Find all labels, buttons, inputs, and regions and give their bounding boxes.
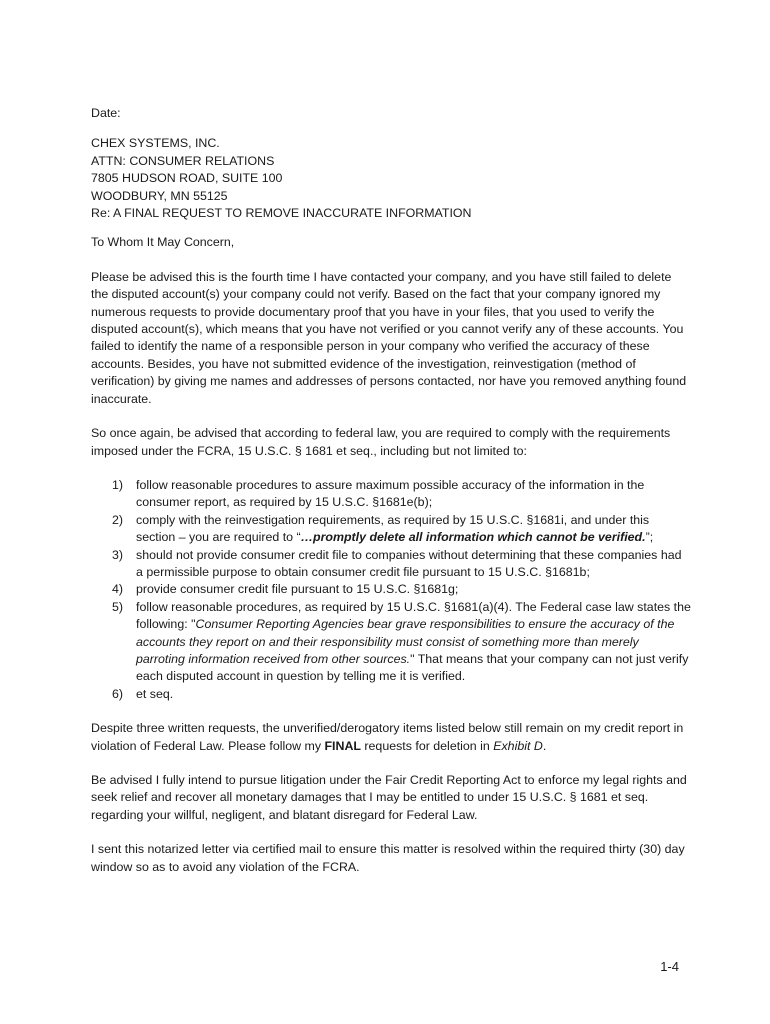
list-item-number: 3) [112, 547, 124, 562]
list-item-text: follow reasonable procedures, as required by 15 U.S.C. §1681(a)(4). The Federal case law states the following: " [136, 599, 691, 632]
list-item-text: follow reasonable procedures to assure maximum possible accuracy of the information in the consumer report, as required by 15 U.S.C. §1681e(b); [136, 477, 645, 510]
list-item-number: 1) [112, 477, 124, 492]
list-item-number: 2) [112, 512, 124, 527]
list-item-number: 5) [112, 599, 124, 614]
recipient-attn: ATTN: CONSUMER RELATIONS [91, 153, 275, 168]
list-item-text: comply with the reinvestigation requirements, as required by 15 U.S.C. §1681i, and under this section – you are required to “ [136, 512, 650, 545]
list-item [91, 581, 691, 598]
list-item [91, 512, 691, 547]
requirements-list [91, 477, 691, 703]
paragraph-notice: Please be advised this is the fourth time I have contacted your company, and you have still failed to delete the disputed account(s) your company could not verify. Based on the fact that your company ignored my numerous requests to provide documentary proof that you have in your files, that you used to verify the disputed account(s), which means that you have not verified or you cannot verify any of these accounts. You failed to identify the name of a responsible person in your company who verified the accuracy of these accounts. Besides, you have not submitted evidence of the investigation, reinvestigation (method of verification) by giving me names and addresses of persons contacted, nor have you removed anything found inaccurate. [91, 269, 687, 406]
recipient-city: WOODBURY, MN 55125 [91, 188, 228, 203]
page-number: 1-4 [660, 959, 679, 974]
emphasized-quote: …promptly delete all information which cannot be verified. [300, 530, 646, 545]
recipient-company: CHEX SYSTEMS, INC. [91, 136, 220, 151]
recipient-street: 7805 HUDSON ROAD, SUITE 100 [91, 171, 283, 186]
paragraph-fcra-requirements: So once again, be advised that according to federal law, you are required to comply with the requirements imposed under the FCRA, 15 U.S.C. § 1681 et seq., including but not limited to: [91, 426, 671, 458]
letter-body [91, 105, 691, 893]
case-law-quote: Consumer Reporting Agencies bear grave responsibilities to ensure the accuracy of the accounts they report on and their responsibility must consist of something more than merely parroting information received from other sources. [136, 617, 675, 666]
list-item-number: 4) [112, 582, 124, 597]
recipient-address-block [91, 135, 691, 222]
list-item [91, 547, 691, 582]
list-item [91, 477, 691, 512]
list-item-text-end: " That means that your company can not just verify each disputed account in question by telling me it is verified. [136, 651, 689, 684]
list-item-number: 6) [112, 686, 124, 701]
paragraph-text: requests for deletion in [360, 738, 494, 753]
paragraph-litigation: Be advised I fully intend to pursue litigation under the Fair Credit Reporting Act to enforce my legal rights and seek relief and recover all monetary damages that I may be entitled to under 15 U.S.C. § 1681 et seq. regarding your willful, negligent, and blatant disregard for Federal Law. [91, 773, 687, 822]
paragraph-certified-mail: I sent this notarized letter via certified mail to ensure this matter is resolved within the required thirty (30) day window so as to avoid any violation of the FCRA. [91, 842, 685, 874]
list-item-text-end: ”; [645, 530, 654, 545]
date-label: Date: [91, 106, 121, 120]
list-item-text: et seq. [136, 686, 174, 701]
list-item [91, 599, 691, 686]
list-item-text: provide consumer credit file pursuant to 15 U.S.C. §1681g; [136, 582, 459, 597]
list-item-text: should not provide consumer credit file to companies without determining that these companies had a permissible purpose to obtain consumer credit file pursuant to 15 U.S.C. §1681b; [136, 547, 682, 579]
paragraph-deletion-request [91, 720, 691, 755]
salutation: To Whom It May Concern, [91, 235, 235, 250]
subject-line: Re: A FINAL REQUEST TO REMOVE INACCURATE INFORMATION [91, 206, 472, 221]
paragraph-text: . [542, 738, 547, 753]
exhibit-reference: Exhibit D [493, 738, 543, 753]
list-item [91, 686, 691, 703]
final-emphasis: FINAL [324, 738, 361, 753]
paragraph-text: Despite three written requests, the unverified/derogatory items listed below still remain on my credit report in violation of Federal Law. Please follow my [91, 721, 684, 753]
